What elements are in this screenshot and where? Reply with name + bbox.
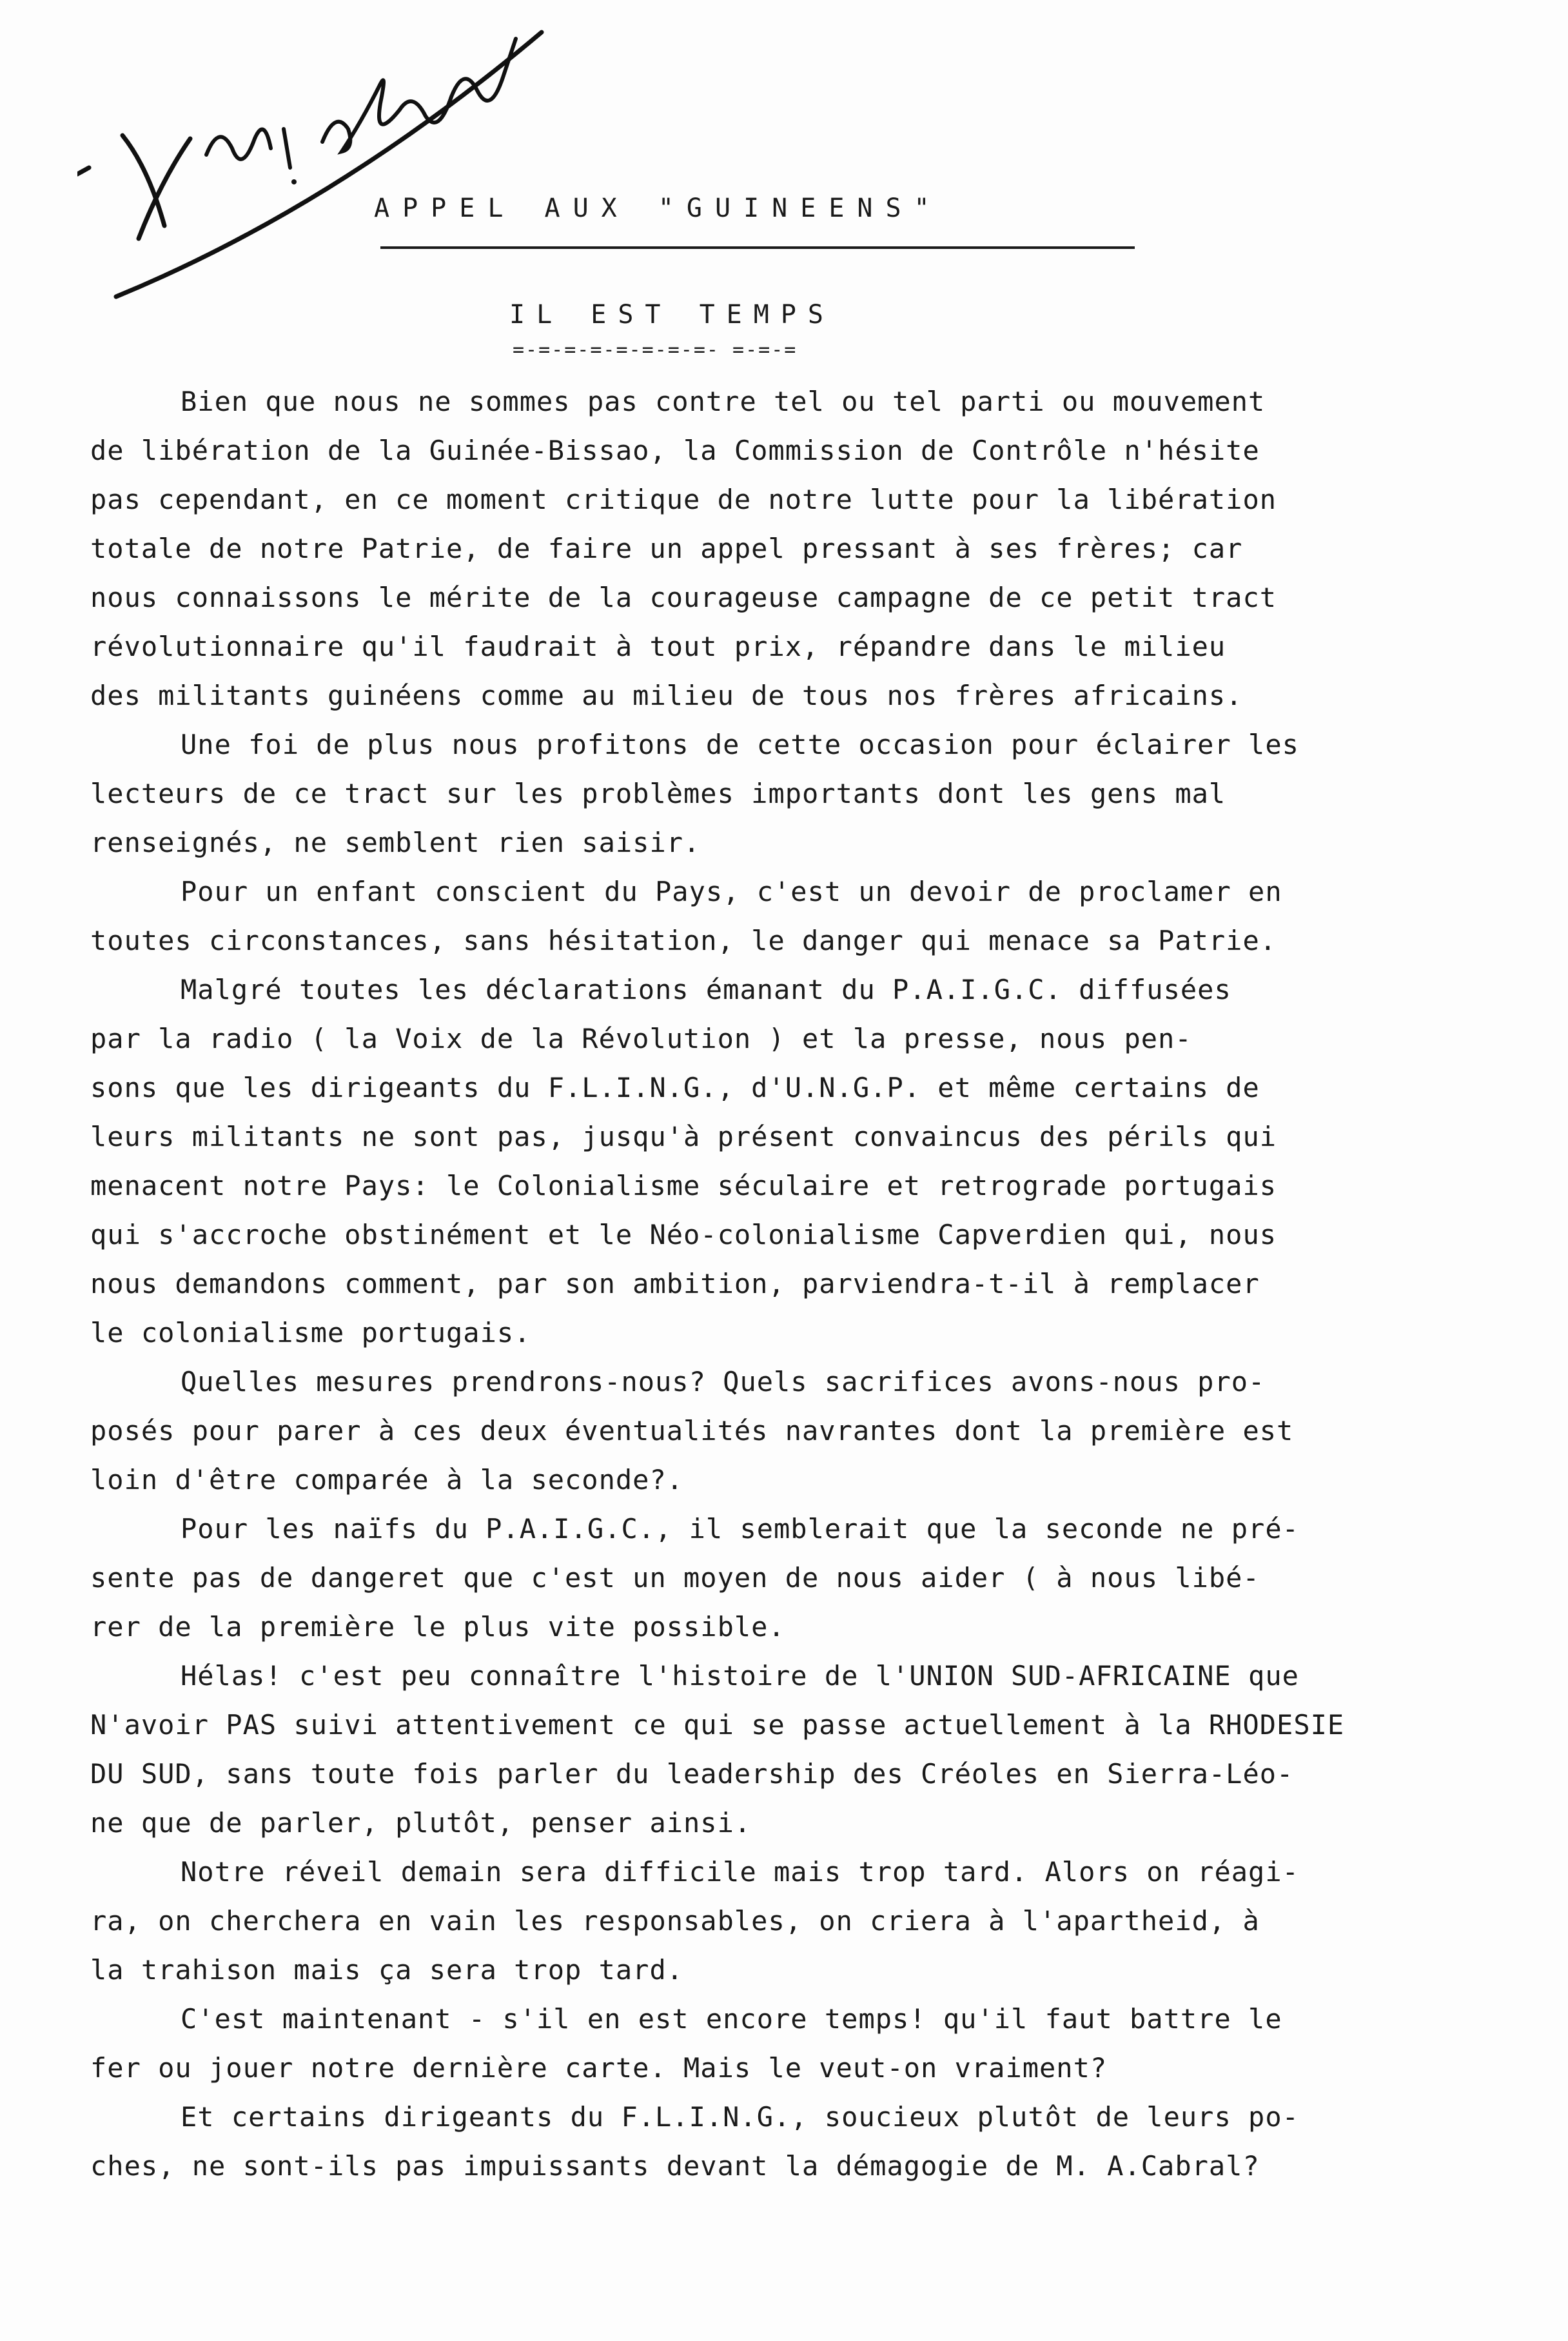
text-line: menacent notre Pays: le Colonialisme séculaire et retrograde portugais: [90, 1170, 1277, 1201]
text-line: fer ou jouer notre dernière carte. Mais le veut-on vraiment?: [90, 2052, 1108, 2084]
text-line: sons que les dirigeants du F.L.I.N.G., d'U.N.G.P. et même certains de: [90, 1072, 1260, 1103]
text-line: rer de la première le plus vite possible.: [90, 1611, 785, 1643]
text-line: N'avoir PAS suivi attentivement ce qui se passe actuellement à la RHODESIE: [90, 1709, 1345, 1741]
text-line: par la radio ( la Voix de la Révolution ) et la presse, nous pen-: [90, 1023, 1192, 1054]
text-line: le colonialisme portugais.: [90, 1317, 531, 1348]
subtitle-underline: =-=-=-=-=-=-=-=- =-=-=: [513, 339, 798, 361]
text-line: Hélas! c'est peu connaître l'histoire de l'UNION SUD-AFRICAINE que: [181, 1660, 1299, 1692]
text-line: des militants guinéens comme au milieu de tous nos frères africains.: [90, 680, 1243, 711]
text-line: totale de notre Patrie, de faire un appel pressant à ses frères; car: [90, 533, 1243, 564]
text-line: Et certains dirigeants du F.L.I.N.G., soucieux plutôt de leurs po-: [181, 2101, 1299, 2133]
text-line: renseignés, ne semblent rien saisir.: [90, 827, 701, 858]
text-line: posés pour parer à ces deux éventualités navrantes dont la première est: [90, 1415, 1294, 1447]
text-line: DU SUD, sans toute fois parler du leadership des Créoles en Sierra-Léo-: [90, 1758, 1294, 1790]
text-line: Notre réveil demain sera difficile mais trop tard. Alors on réagi-: [181, 1856, 1299, 1888]
svg-text:Xi~ afai: Xi~ afai: [355, 174, 358, 175]
text-line: Pour les naïfs du P.A.I.G.C., il semblerait que la seconde ne pré-: [181, 1513, 1299, 1545]
text-line: sente pas de dangeret que c'est un moyen de nous aider ( à nous libé-: [90, 1562, 1260, 1594]
body-text: [90, 377, 1496, 2191]
text-line: toutes circonstances, sans hésitation, le danger qui menace sa Patrie.: [90, 925, 1277, 956]
text-line: nous demandons comment, par son ambition, parviendra-t-il à remplacer: [90, 1268, 1260, 1299]
document-title: APPEL AUX "GUINEENS": [374, 193, 943, 223]
text-line: Pour un enfant conscient du Pays, c'est un devoir de proclamer en: [181, 876, 1282, 907]
text-line: ra, on cherchera en vain les responsables, on criera à l'apartheid, à: [90, 1905, 1260, 1937]
text-line: Quelles mesures prendrons-nous? Quels sacrifices avons-nous pro-: [181, 1366, 1266, 1398]
text-line: de libération de la Guinée-Bissao, la Commission de Contrôle n'hésite: [90, 435, 1260, 466]
text-line: Malgré toutes les déclarations émanant du P.A.I.G.C. diffusées: [181, 974, 1231, 1005]
text-line: ne que de parler, plutôt, penser ainsi.: [90, 1807, 752, 1839]
text-line: la trahison mais ça sera trop tard.: [90, 1954, 684, 1986]
text-line: pas cependant, en ce moment critique de notre lutte pour la libération: [90, 484, 1277, 515]
text-line: ches, ne sont-ils pas impuissants devant la démagogie de M. A.Cabral?: [90, 2150, 1260, 2182]
text-line: loin d'être comparée à la seconde?.: [90, 1464, 684, 1496]
text-line: lecteurs de ce tract sur les problèmes importants dont les gens mal: [90, 778, 1226, 809]
text-line: leurs militants ne sont pas, jusqu'à présent convaincus des périls qui: [90, 1121, 1277, 1152]
text-line: nous connaissons le mérite de la courageuse campagne de ce petit tract: [90, 582, 1277, 613]
text-line: Bien que nous ne sommes pas contre tel ou tel parti ou mouvement: [181, 386, 1266, 417]
title-underline: [380, 246, 1135, 249]
text-line: C'est maintenant - s'il en est encore temps! qu'il faut battre le: [181, 2003, 1282, 2035]
document-subtitle: IL EST TEMPS: [509, 300, 835, 330]
text-line: qui s'accroche obstinément et le Néo-colonialisme Capverdien qui, nous: [90, 1219, 1277, 1250]
handwritten-annotation: [77, 13, 593, 310]
text-line: révolutionnaire qu'il faudrait à tout prix, répandre dans le milieu: [90, 631, 1226, 662]
text-line: Une foi de plus nous profitons de cette occasion pour éclairer les: [181, 729, 1299, 760]
